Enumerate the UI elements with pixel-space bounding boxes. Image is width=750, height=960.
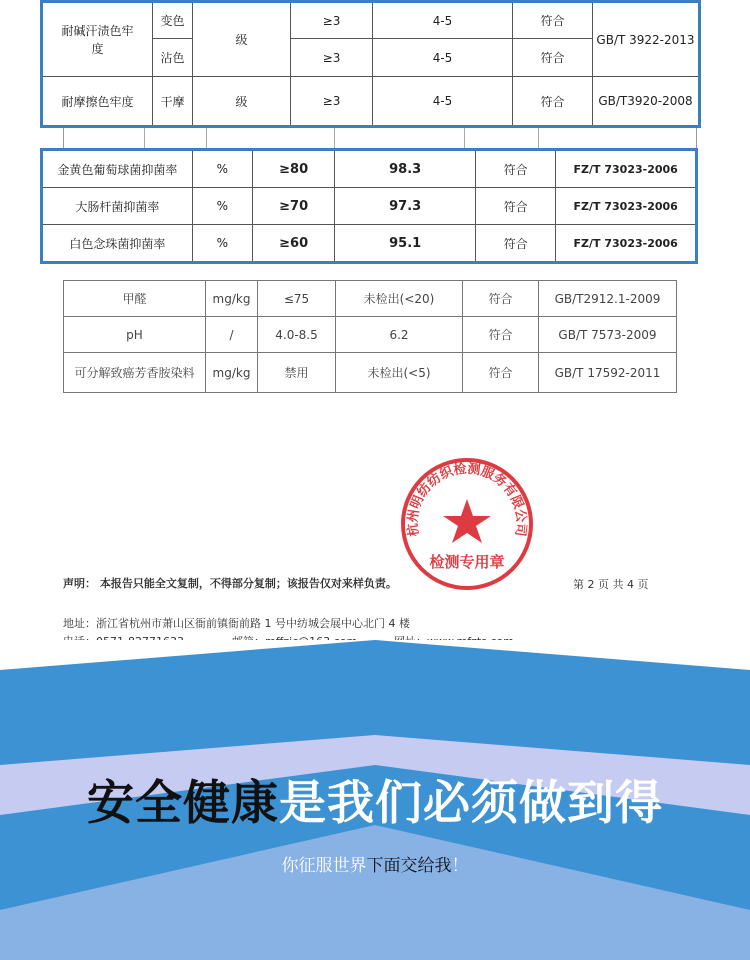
item-name: 大肠杆菌抑菌率 bbox=[42, 188, 193, 225]
address-line: 地址：浙江省杭州市萧山区衙前镇衙前路 1 号中纺城会展中心北门 4 楼 bbox=[63, 617, 410, 630]
unit: mg/kg bbox=[206, 281, 258, 317]
item-alkali-sweat: 耐碱汗渍色牢度 bbox=[42, 2, 153, 77]
verdict: 符合 bbox=[463, 281, 539, 317]
standard: GB/T 3922-2013 bbox=[593, 2, 700, 77]
requirement: ≥3 bbox=[291, 39, 373, 77]
standard: GB/T 17592-2011 bbox=[539, 353, 677, 393]
sub-discolor: 变色 bbox=[153, 2, 193, 39]
item-name: pH bbox=[64, 317, 206, 353]
requirement: ≥80 bbox=[252, 150, 334, 188]
result: 4-5 bbox=[373, 39, 513, 77]
table-row bbox=[64, 281, 677, 317]
verdict: 符合 bbox=[463, 353, 539, 393]
slogan-dark-part: 安全健康 bbox=[87, 776, 279, 831]
requirement: ≥60 bbox=[252, 225, 334, 263]
table-row bbox=[42, 150, 697, 188]
unit: % bbox=[192, 150, 252, 188]
verdict: 符合 bbox=[513, 2, 593, 39]
standard: FZ/T 73023-2006 bbox=[556, 188, 697, 225]
sub-dry: 干摩 bbox=[153, 77, 193, 127]
requirement: 4.0-8.5 bbox=[258, 317, 336, 353]
slogan-subline bbox=[0, 851, 750, 876]
standard: FZ/T 73023-2006 bbox=[556, 225, 697, 263]
result: 4-5 bbox=[373, 2, 513, 39]
requirement: ≥3 bbox=[291, 77, 373, 127]
sub-end: ！ bbox=[451, 856, 469, 876]
table-divider-strip bbox=[63, 128, 697, 148]
sub-dark-part: 下面交给我 bbox=[366, 856, 452, 876]
star-icon bbox=[443, 499, 491, 543]
result: 未检出(<20) bbox=[336, 281, 463, 317]
sub-staining: 沾色 bbox=[153, 39, 193, 77]
slogan-headline bbox=[0, 766, 750, 833]
sub-light-part: 你征服世界 bbox=[281, 856, 367, 876]
table-row bbox=[64, 353, 677, 393]
result: 97.3 bbox=[335, 188, 476, 225]
result: 未检出(<5) bbox=[336, 353, 463, 393]
standard: GB/T2912.1-2009 bbox=[539, 281, 677, 317]
standard: FZ/T 73023-2006 bbox=[556, 150, 697, 188]
item-name: 甲醛 bbox=[64, 281, 206, 317]
table-row bbox=[42, 225, 697, 263]
verdict: 符合 bbox=[463, 317, 539, 353]
antibacterial-table bbox=[40, 148, 698, 264]
requirement: ≥3 bbox=[291, 2, 373, 39]
result: 4-5 bbox=[373, 77, 513, 127]
standard: GB/T3920-2008 bbox=[593, 77, 700, 127]
unit-grade: 级 bbox=[193, 2, 291, 77]
table-row bbox=[42, 188, 697, 225]
result: 6.2 bbox=[336, 317, 463, 353]
unit-grade: 级 bbox=[193, 77, 291, 127]
verdict: 符合 bbox=[475, 150, 555, 188]
requirement: ≤75 bbox=[258, 281, 336, 317]
verdict: 符合 bbox=[475, 188, 555, 225]
seal-org-text: 杭州明纺纺织检测服务有限公司 bbox=[405, 461, 529, 538]
verdict: 符合 bbox=[475, 225, 555, 263]
item-name: 白色念珠菌抑菌率 bbox=[42, 225, 193, 263]
item-name: 可分解致癌芳香胺染料 bbox=[64, 353, 206, 393]
requirement: ≥70 bbox=[252, 188, 334, 225]
standard: GB/T 7573-2009 bbox=[539, 317, 677, 353]
page-number: 第 2 页 共 4 页 bbox=[573, 578, 649, 591]
colorfastness-table bbox=[40, 0, 701, 128]
inspection-seal-stamp bbox=[398, 455, 536, 593]
slogan-light-part: 是我们必须做到得 bbox=[279, 776, 663, 831]
item-rubbing: 耐摩擦色牢度 bbox=[42, 77, 153, 127]
seal-label: 检测专用章 bbox=[429, 553, 505, 571]
result: 95.1 bbox=[335, 225, 476, 263]
report-statement: 声明： 本报告只能全文复制，不得部分复制；该报告仅对来样负责。 bbox=[63, 577, 397, 590]
chemical-test-table bbox=[63, 280, 677, 393]
verdict: 符合 bbox=[513, 77, 593, 127]
unit: mg/kg bbox=[206, 353, 258, 393]
unit: % bbox=[192, 188, 252, 225]
verdict: 符合 bbox=[513, 39, 593, 77]
table-row bbox=[64, 317, 677, 353]
unit: / bbox=[206, 317, 258, 353]
unit: % bbox=[192, 225, 252, 263]
item-name: 金黄色葡萄球菌抑菌率 bbox=[42, 150, 193, 188]
requirement: 禁用 bbox=[258, 353, 336, 393]
result: 98.3 bbox=[335, 150, 476, 188]
